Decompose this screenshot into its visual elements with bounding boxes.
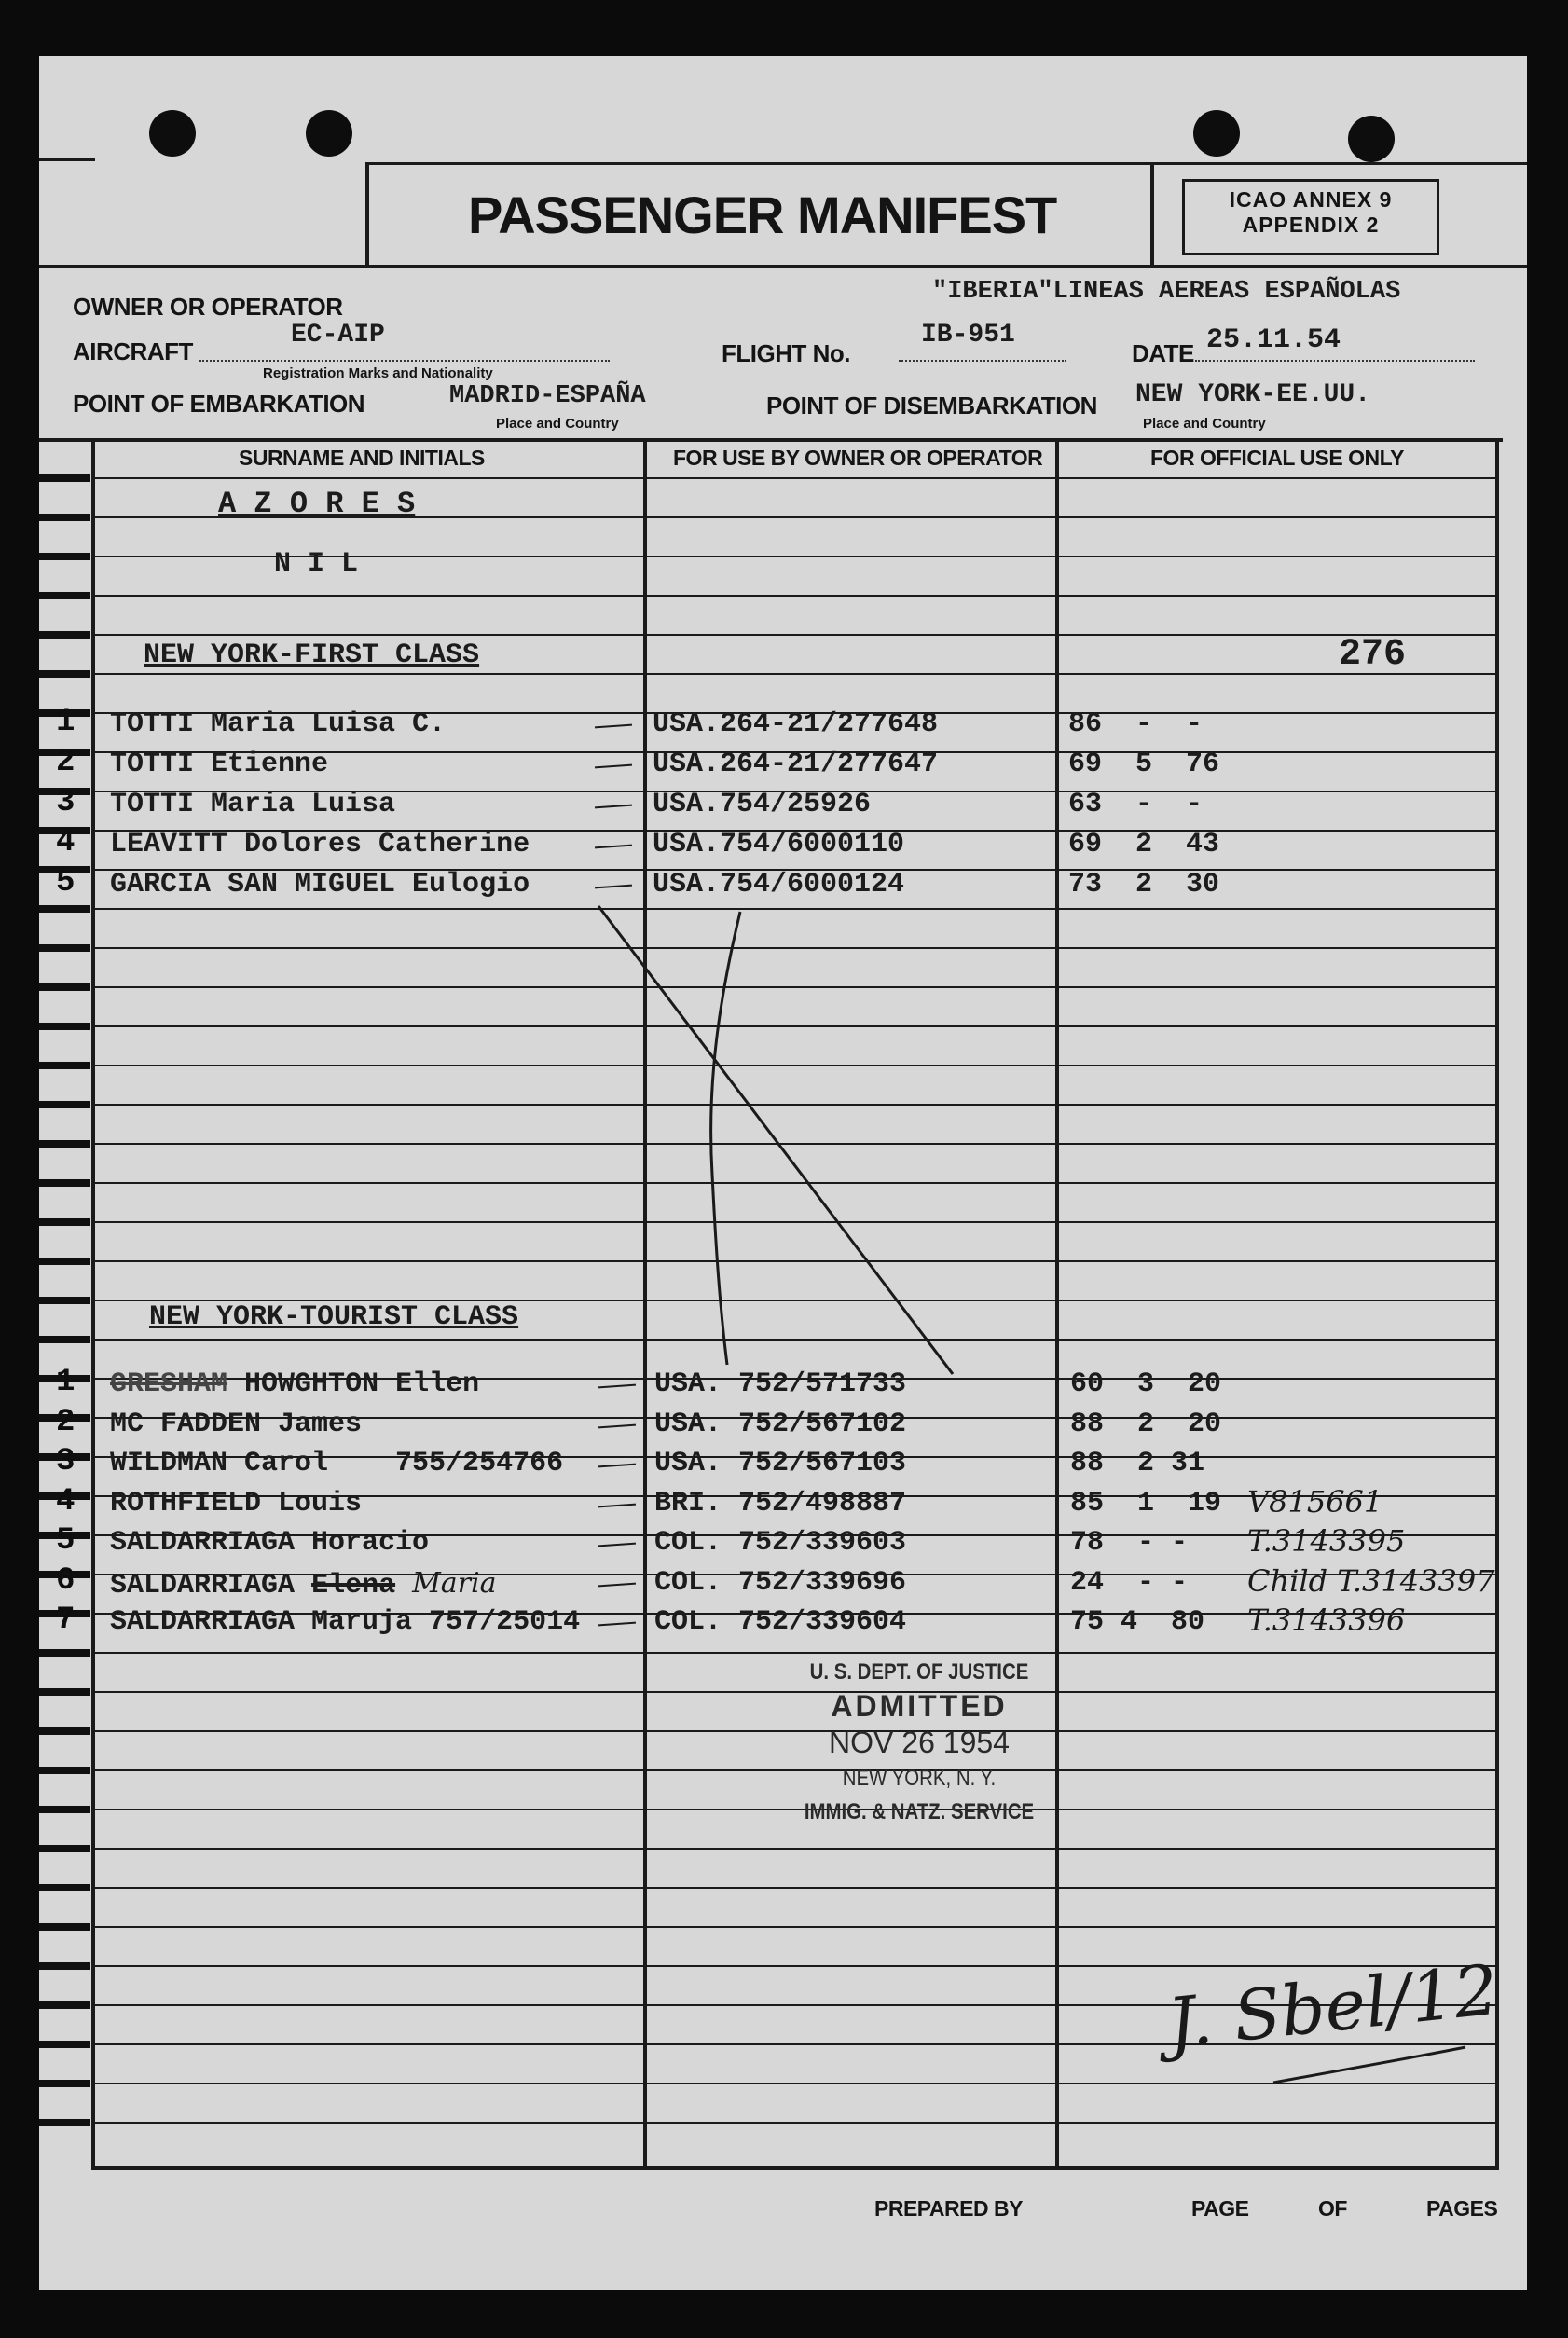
stamp-line4: NEW YORK, N. Y. — [842, 1766, 997, 1791]
column-header-surname: SURNAME AND INITIALS — [239, 446, 485, 470]
passenger-name: TOTTI Maria Luisa — [110, 789, 396, 820]
row-number: 5 — [56, 1523, 76, 1559]
passenger-name: TOTTI Etienne — [110, 749, 329, 780]
official-entry: 88 2 31 — [1070, 1448, 1205, 1479]
ticket-number: USA.754/6000110 — [653, 829, 905, 860]
row-number: 3 — [56, 785, 76, 820]
passenger-name: MC FADDEN James — [110, 1409, 363, 1440]
struck-name: GRESHAM — [110, 1368, 228, 1400]
bottom-frame — [91, 2166, 1499, 2170]
ticket-number: COL. 752/339603 — [654, 1527, 907, 1559]
icao-line1: ICAO ANNEX 9 — [1229, 187, 1393, 212]
registration-caption: Registration Marks and Nationality — [263, 365, 493, 381]
ticket-number: COL. 752/339696 — [654, 1567, 907, 1599]
passenger-name — [110, 1567, 497, 1602]
row-number: 1 — [56, 705, 76, 740]
row-number: 5 — [56, 865, 76, 901]
stamp-line3: NOV 26 1954 — [829, 1726, 1010, 1759]
embarkation-caption: Place and Country — [496, 416, 619, 432]
ticket-number: USA.754/6000124 — [653, 869, 905, 901]
passenger-name: SALDARRIAGA Horacio — [110, 1527, 430, 1559]
struck-name: Elena — [311, 1570, 396, 1602]
page-title: PASSENGER MANIFEST — [468, 186, 1057, 244]
handwritten-name: Maria — [412, 1567, 497, 1600]
pages-label: PAGES — [1426, 2196, 1498, 2221]
embarkation-value: MADRID-ESPAÑA — [449, 382, 646, 410]
row-number: 1 — [56, 1365, 76, 1400]
passenger-name: ROTHFIELD Louis — [110, 1488, 363, 1520]
tourist-class-heading: NEW YORK-TOURIST CLASS — [149, 1301, 519, 1333]
stamp-line5: IMMIG. & NATZ. SERVICE — [804, 1799, 1035, 1824]
first-class-count: 276 — [1339, 634, 1407, 676]
ticket-number: USA. 752/567103 — [654, 1448, 907, 1479]
official-entry: 69 2 43 — [1068, 829, 1220, 860]
ticket-note: T.3143396 — [1247, 1602, 1406, 1638]
owner-label: OWNER OR OPERATOR — [73, 293, 343, 321]
stamp-line2: ADMITTED — [831, 1689, 1008, 1723]
page-label: PAGE — [1191, 2196, 1249, 2221]
embarkation-label: POINT OF EMBARKATION — [73, 390, 365, 418]
ticket-number: USA.754/25926 — [653, 789, 872, 820]
ticket-number: USA. 752/571733 — [654, 1368, 907, 1400]
column-header-owner-use: FOR USE BY OWNER OR OPERATOR — [673, 446, 1043, 470]
official-entry: 60 3 20 — [1070, 1368, 1222, 1400]
disembarkation-value: NEW YORK-EE.UU. — [1135, 380, 1371, 409]
azores-heading: A Z O R E S — [218, 487, 416, 521]
column-header-official: FOR OFFICIAL USE ONLY — [1150, 446, 1404, 470]
flight-value: IB-951 — [921, 321, 1015, 350]
row-number: 4 — [56, 825, 76, 860]
manifest-sheet — [39, 56, 1527, 2290]
official-entry: 73 2 30 — [1068, 869, 1220, 901]
strike-mark — [39, 56, 1527, 2290]
row-number: 7 — [56, 1602, 76, 1638]
surname: SALDARRIAGA — [110, 1570, 296, 1602]
flight-label: FLIGHT No. — [722, 339, 850, 367]
icao-line2: APPENDIX 2 — [1242, 213, 1380, 237]
aircraft-value: EC-AIP — [291, 321, 385, 350]
of-label: OF — [1318, 2196, 1347, 2221]
immigration-stamp — [733, 1659, 1106, 1825]
ticket-note: V815661 — [1247, 1484, 1383, 1520]
first-class-heading: NEW YORK-FIRST CLASS — [144, 640, 480, 671]
ticket-number: COL. 752/339604 — [654, 1606, 907, 1638]
ticket-number: USA.264-21/277647 — [653, 749, 939, 780]
stamp-line1: U. S. DEPT. OF JUSTICE — [809, 1659, 1029, 1685]
owner-value: "IBERIA"LINEAS AEREAS ESPAÑOLAS — [932, 278, 1401, 306]
surname: HOWGHTON Ellen — [244, 1368, 480, 1400]
ticket-note: Child T.3143397 — [1247, 1563, 1495, 1599]
passenger-name — [110, 1368, 479, 1400]
nil-text: N I L — [274, 548, 359, 580]
official-entry: 85 1 19 — [1070, 1488, 1222, 1520]
official-entry: 86 - - — [1068, 708, 1204, 740]
row-number: 2 — [56, 1405, 76, 1440]
official-entry: 75 4 80 — [1070, 1606, 1205, 1638]
row-number: 3 — [56, 1444, 76, 1479]
ticket-note: T.3143395 — [1247, 1523, 1406, 1559]
signature: J. Sbel/12 — [1163, 1949, 1503, 2065]
date-label: DATE — [1132, 339, 1194, 367]
official-entry: 78 - - — [1070, 1527, 1189, 1559]
ticket-number: BRI. 752/498887 — [654, 1488, 907, 1520]
official-entry: 24 - - — [1070, 1567, 1189, 1599]
official-entry: 88 2 20 — [1070, 1409, 1222, 1440]
passenger-name: LEAVITT Dolores Catherine — [110, 829, 530, 860]
disembarkation-label: POINT OF DISEMBARKATION — [766, 392, 1097, 419]
row-number: 2 — [56, 745, 76, 780]
official-entry: 63 - - — [1068, 789, 1204, 820]
disembarkation-caption: Place and Country — [1143, 416, 1266, 432]
row-number: 4 — [56, 1484, 76, 1520]
prepared-by-label: PREPARED BY — [874, 2196, 1023, 2221]
ticket-number: USA. 752/567102 — [654, 1409, 907, 1440]
aircraft-label: AIRCRAFT — [73, 337, 193, 365]
date-value: 25.11.54 — [1206, 324, 1341, 356]
passenger-name: TOTTI Maria Luisa C. — [110, 708, 447, 740]
passenger-name: WILDMAN Carol 755/254766 — [110, 1448, 564, 1479]
passenger-name: SALDARRIAGA Maruja 757/25014 — [110, 1606, 581, 1638]
ticket-number: USA.264-21/277648 — [653, 708, 939, 740]
official-entry: 69 5 76 — [1068, 749, 1220, 780]
row-number: 6 — [56, 1563, 76, 1599]
passenger-name: GARCIA SAN MIGUEL Eulogio — [110, 869, 530, 901]
signature-underline — [1270, 2042, 1475, 2088]
